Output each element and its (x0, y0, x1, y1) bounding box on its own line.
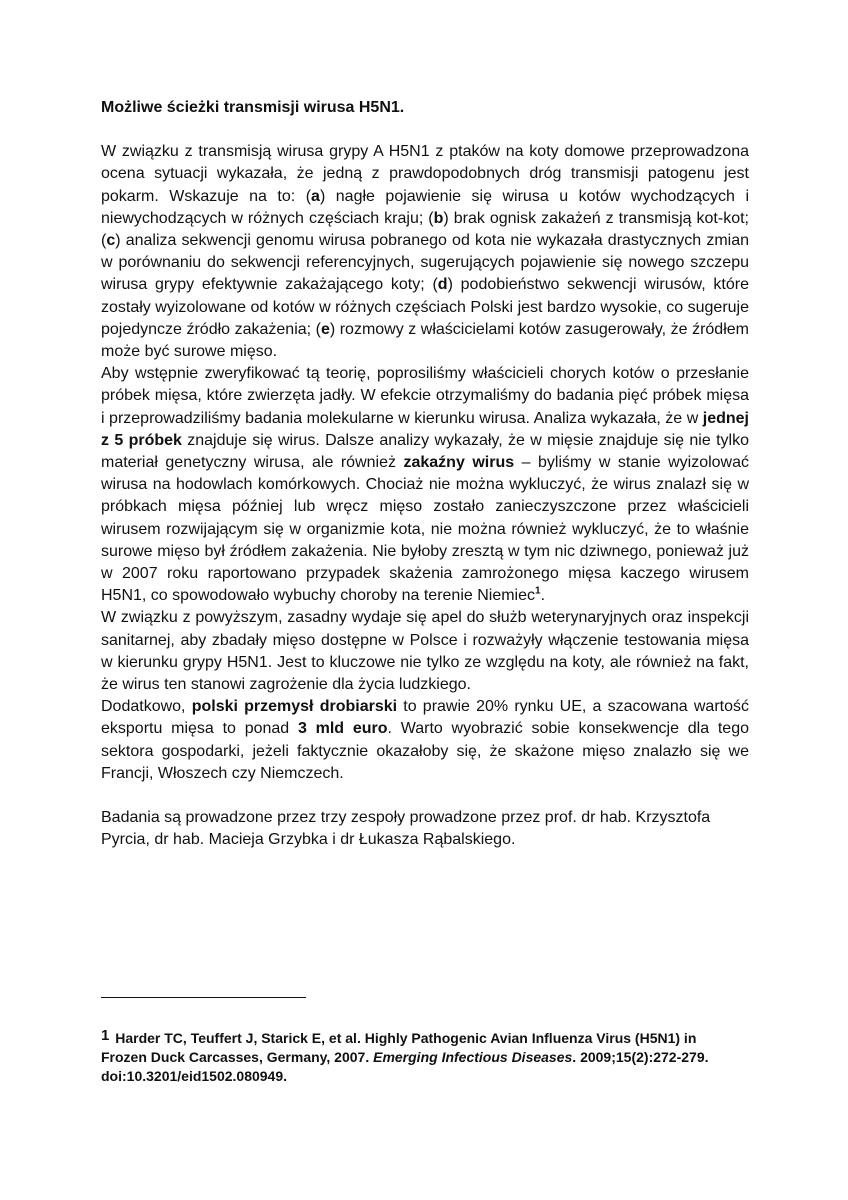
paragraph-poultry-industry: Dodatkowo, polski przemysł drobiarski to prawie 20% rynku UE, a szacowana wartość eksportu mięsa to ponad 3 mld euro. Warto wyobrazić sobie konsekwencje dla tego sektora gospodarki, jeżeli faktycznie okazałoby się, że skażone mięso znalazło się we Francji, Włoszech czy Niemczech. (101, 698, 750, 782)
footnote-divider (101, 997, 306, 998)
spacer (101, 785, 749, 807)
footnote-citation-end: . 2009;15(2):272-279. doi:10.3201/eid1502.080949. (101, 1049, 709, 1084)
paragraph-meat-samples: Aby wstępnie zweryfikować tą teorię, poprosiliśmy właścicieli chorych kotów o przesłanie próbek mięsa, które zwierzęta jadły. W efekcie otrzymaliśmy do badania pięć próbek mięsa i przeprowadziliśmy badania molekularne w kierunku wirusa. Analiza wykazała, że w jednej z 5 próbek znajduje się wirus. Dalsze analizy wykazały, że w mięsie znajduje się nie tylko materiał genetyczny wirusa, ale również zakaźny wirus – byliśmy w stanie wyizolować wirusa na hodowlach komórkowych. Chociaż nie można wykluczyć, że wirus znalazł się w próbkach mięsa później lub wręcz mięso zostało zanieczyszczone przez właścicieli wirusem rozwijającym się w organizmie kota, nie można również wykluczyć, że to właśnie surowe mięso był źródłem zakażenia. Nie byłoby zresztą w tym nic dziwnego, ponieważ już w 2007 roku raportowano przypadek skażenia zamrożonego mięsa kaczego wirusem H5N1, co spowodowało wybuchy choroby na terenie Niemiec$^1$. (101, 365, 750, 605)
spacer (101, 119, 749, 141)
footnote-citation: Harder TC, Teuffert J, Starick E, et al. Highly Pathogenic Avian Influenza Virus (H5N1) in Frozen Duck Carcasses, Germany, 2007. (101, 1030, 697, 1065)
paragraph-research-teams: Badania są prowadzone przez trzy zespoły prowadzone przez prof. dr hab. Krzysztofa Pyrcia, dr hab. Macieja Grzybka i dr Łukasza Rąbalskiego. (101, 809, 711, 849)
footnote (101, 1026, 741, 1086)
paragraph-evidence: W związku z transmisją wirusa grypy A H5N1 z ptaków na koty domowe przeprowadzona ocena sytuacji wykazała, że jedną z prawdopodobnych dróg transmisji patogenu jest pokarm. Wskazuje na to: (a) nagłe pojawienie się wirusa u kotów wychodzących i niewychodzących w różnych częściach kraju; (b) brak ognisk zakażeń z transmisją kot-kot; (c) analiza sekwencji genomu wirusa pobranego od kota nie wykazała drastycznych zmian w porównaniu do sekwencji referencyjnych, sugerujących pojawienie się nowego szczepu wirusa grypy efektywnie zakażającego koty; (d) podobieństwo sekwencji wirusów, które zostały wyizolowane od kotów w różnych częściach Polski jest bardzo wysokie, co sugeruje pojedyncze źródło zakażenia; (e) rozmowy z właścicielami kotów zasugerowały, że źródłem może być surowe mięso. (101, 143, 750, 361)
document-title: Możliwe ścieżki transmisji wirusa H5N1. (101, 99, 405, 116)
paragraph-appeal: W związku z powyższym, zasadny wydaje się apel do służb weterynaryjnych oraz inspekcji sanitarnej, aby zbadały mięso dostępne w Polsce i rozważyły włączenie testowania mięsa w kierunku grypy H5N1. Jest to kluczowe nie tylko ze względu na koty, ale również na fakt, że wirus ten stanowi zagrożenie dla życia ludzkiego. (101, 609, 749, 694)
footnote-reference[interactable]: 1 (535, 585, 541, 597)
document-body (101, 97, 749, 852)
footnote-journal: Emerging Infectious Diseases (373, 1049, 573, 1065)
footnote-number: 1 (101, 1027, 110, 1044)
